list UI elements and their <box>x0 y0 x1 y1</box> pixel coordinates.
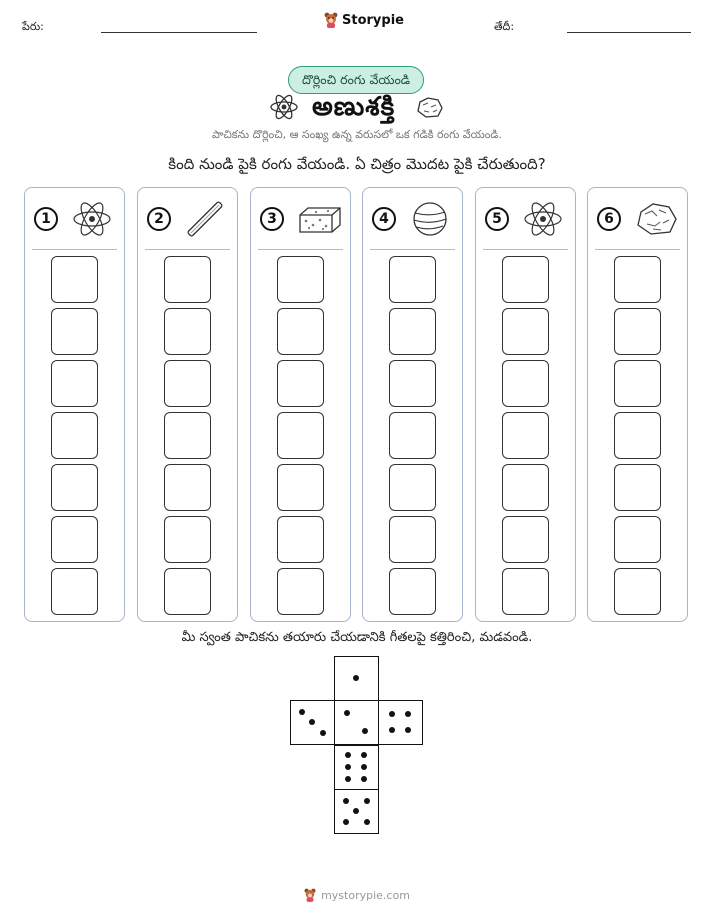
race-column-1 <box>24 187 125 622</box>
date-label: తేదీ: <box>494 20 515 33</box>
die-pip <box>343 819 349 825</box>
color-cell[interactable] <box>614 464 661 511</box>
die-face-3 <box>290 700 335 745</box>
color-cell[interactable] <box>502 516 549 563</box>
die-pip <box>320 730 326 736</box>
column-number: 6 <box>597 207 621 231</box>
brand-logo <box>324 12 404 28</box>
page-title: అణుశక్తి <box>312 92 396 122</box>
color-cell[interactable] <box>277 308 324 355</box>
die-pip <box>405 711 411 717</box>
color-cell[interactable] <box>51 360 98 407</box>
atom-icon <box>521 199 565 243</box>
color-cell[interactable] <box>614 412 661 459</box>
column-header <box>138 188 237 250</box>
color-cell[interactable] <box>51 464 98 511</box>
color-cell[interactable] <box>277 464 324 511</box>
column-number: 1 <box>34 207 58 231</box>
column-divider <box>595 249 680 250</box>
die-face-1 <box>334 656 379 701</box>
die-pip <box>364 819 370 825</box>
color-cell[interactable] <box>51 516 98 563</box>
column-number: 4 <box>372 207 396 231</box>
color-cell[interactable] <box>164 256 211 303</box>
instruction: కింది నుండి పైకి రంగు వేయండి. ఏ చిత్రం మొదట పైకి చేరుతుంది? <box>168 155 546 173</box>
color-cell[interactable] <box>614 516 661 563</box>
bear-icon <box>324 12 338 28</box>
planet-icon <box>408 199 452 243</box>
color-cell[interactable] <box>389 360 436 407</box>
color-cell[interactable] <box>614 256 661 303</box>
date-line[interactable] <box>567 32 691 33</box>
color-cell[interactable] <box>502 360 549 407</box>
race-column-3 <box>250 187 351 622</box>
column-header <box>25 188 124 250</box>
color-cell[interactable] <box>502 464 549 511</box>
die-pip <box>344 710 350 716</box>
color-cell[interactable] <box>389 516 436 563</box>
color-cell[interactable] <box>51 308 98 355</box>
color-cell[interactable] <box>164 464 211 511</box>
footer-url: mystorypie.com <box>321 888 410 902</box>
color-cell[interactable] <box>614 308 661 355</box>
race-column-6 <box>587 187 688 622</box>
sponge-icon <box>296 199 344 243</box>
die-pip <box>343 798 349 804</box>
die-pip <box>353 808 359 814</box>
color-cell[interactable] <box>389 256 436 303</box>
color-cell[interactable] <box>389 308 436 355</box>
color-cell[interactable] <box>277 412 324 459</box>
column-header <box>588 188 687 250</box>
atom-icon <box>268 93 300 121</box>
column-header <box>476 188 575 250</box>
cut-instruction: మీ స్వంత పాచికను తయారు చేయడానికి గీతలపై కత్తిరించి, మడవండి. <box>181 630 533 645</box>
column-divider <box>258 249 343 250</box>
die-pip <box>361 764 367 770</box>
die-face-5 <box>334 789 379 834</box>
die-pip <box>353 675 359 681</box>
column-number: 3 <box>260 207 284 231</box>
name-line[interactable] <box>101 32 257 33</box>
die-pip <box>361 752 367 758</box>
color-cell[interactable] <box>389 464 436 511</box>
die-pip <box>299 709 305 715</box>
subtitle: పాచికను దొర్లించి, ఆ సంఖ్య ఉన్న వరుసలో ఒక గడికి రంగు వేయండి. <box>212 128 502 141</box>
rock-icon <box>633 199 681 243</box>
die-pip <box>389 727 395 733</box>
name-label: పేరు: <box>22 20 44 33</box>
color-cell[interactable] <box>502 256 549 303</box>
column-divider <box>32 249 117 250</box>
die-pip <box>364 798 370 804</box>
atom-icon <box>70 199 114 243</box>
column-divider <box>370 249 455 250</box>
color-cell[interactable] <box>389 412 436 459</box>
color-cell[interactable] <box>164 360 211 407</box>
column-number: 2 <box>147 207 171 231</box>
color-cell[interactable] <box>277 360 324 407</box>
rod-icon <box>183 199 227 243</box>
die-pip <box>405 727 411 733</box>
bear-icon <box>304 888 316 902</box>
color-cell[interactable] <box>51 568 98 615</box>
color-cell[interactable] <box>389 568 436 615</box>
die-pip <box>361 776 367 782</box>
color-cell[interactable] <box>502 308 549 355</box>
die-pip <box>309 719 315 725</box>
brand-name: Storypie <box>342 12 404 28</box>
column-number: 5 <box>485 207 509 231</box>
column-header <box>251 188 350 250</box>
color-cell[interactable] <box>614 360 661 407</box>
color-cell[interactable] <box>51 412 98 459</box>
race-column-2 <box>137 187 238 622</box>
color-cell[interactable] <box>614 568 661 615</box>
die-face-4 <box>378 700 423 745</box>
rock-icon <box>414 95 444 119</box>
column-header <box>363 188 462 250</box>
color-cell[interactable] <box>51 256 98 303</box>
color-cell[interactable] <box>277 256 324 303</box>
race-column-5 <box>475 187 576 622</box>
color-cell[interactable] <box>277 568 324 615</box>
die-pip <box>345 764 351 770</box>
color-cell[interactable] <box>502 412 549 459</box>
die-pip <box>389 711 395 717</box>
column-divider <box>145 249 230 250</box>
die-pip <box>345 752 351 758</box>
die-face-6 <box>334 745 379 790</box>
color-cell[interactable] <box>164 308 211 355</box>
color-cell[interactable] <box>164 516 211 563</box>
color-cell[interactable] <box>164 568 211 615</box>
die-pip <box>345 776 351 782</box>
die-pip <box>362 728 368 734</box>
color-cell[interactable] <box>164 412 211 459</box>
column-divider <box>483 249 568 250</box>
race-column-4 <box>362 187 463 622</box>
activity-badge: దొర్లించి రంగు వేయండి <box>288 66 424 94</box>
die-face-2 <box>334 700 379 745</box>
color-cell[interactable] <box>277 516 324 563</box>
footer <box>0 888 714 902</box>
color-cell[interactable] <box>502 568 549 615</box>
